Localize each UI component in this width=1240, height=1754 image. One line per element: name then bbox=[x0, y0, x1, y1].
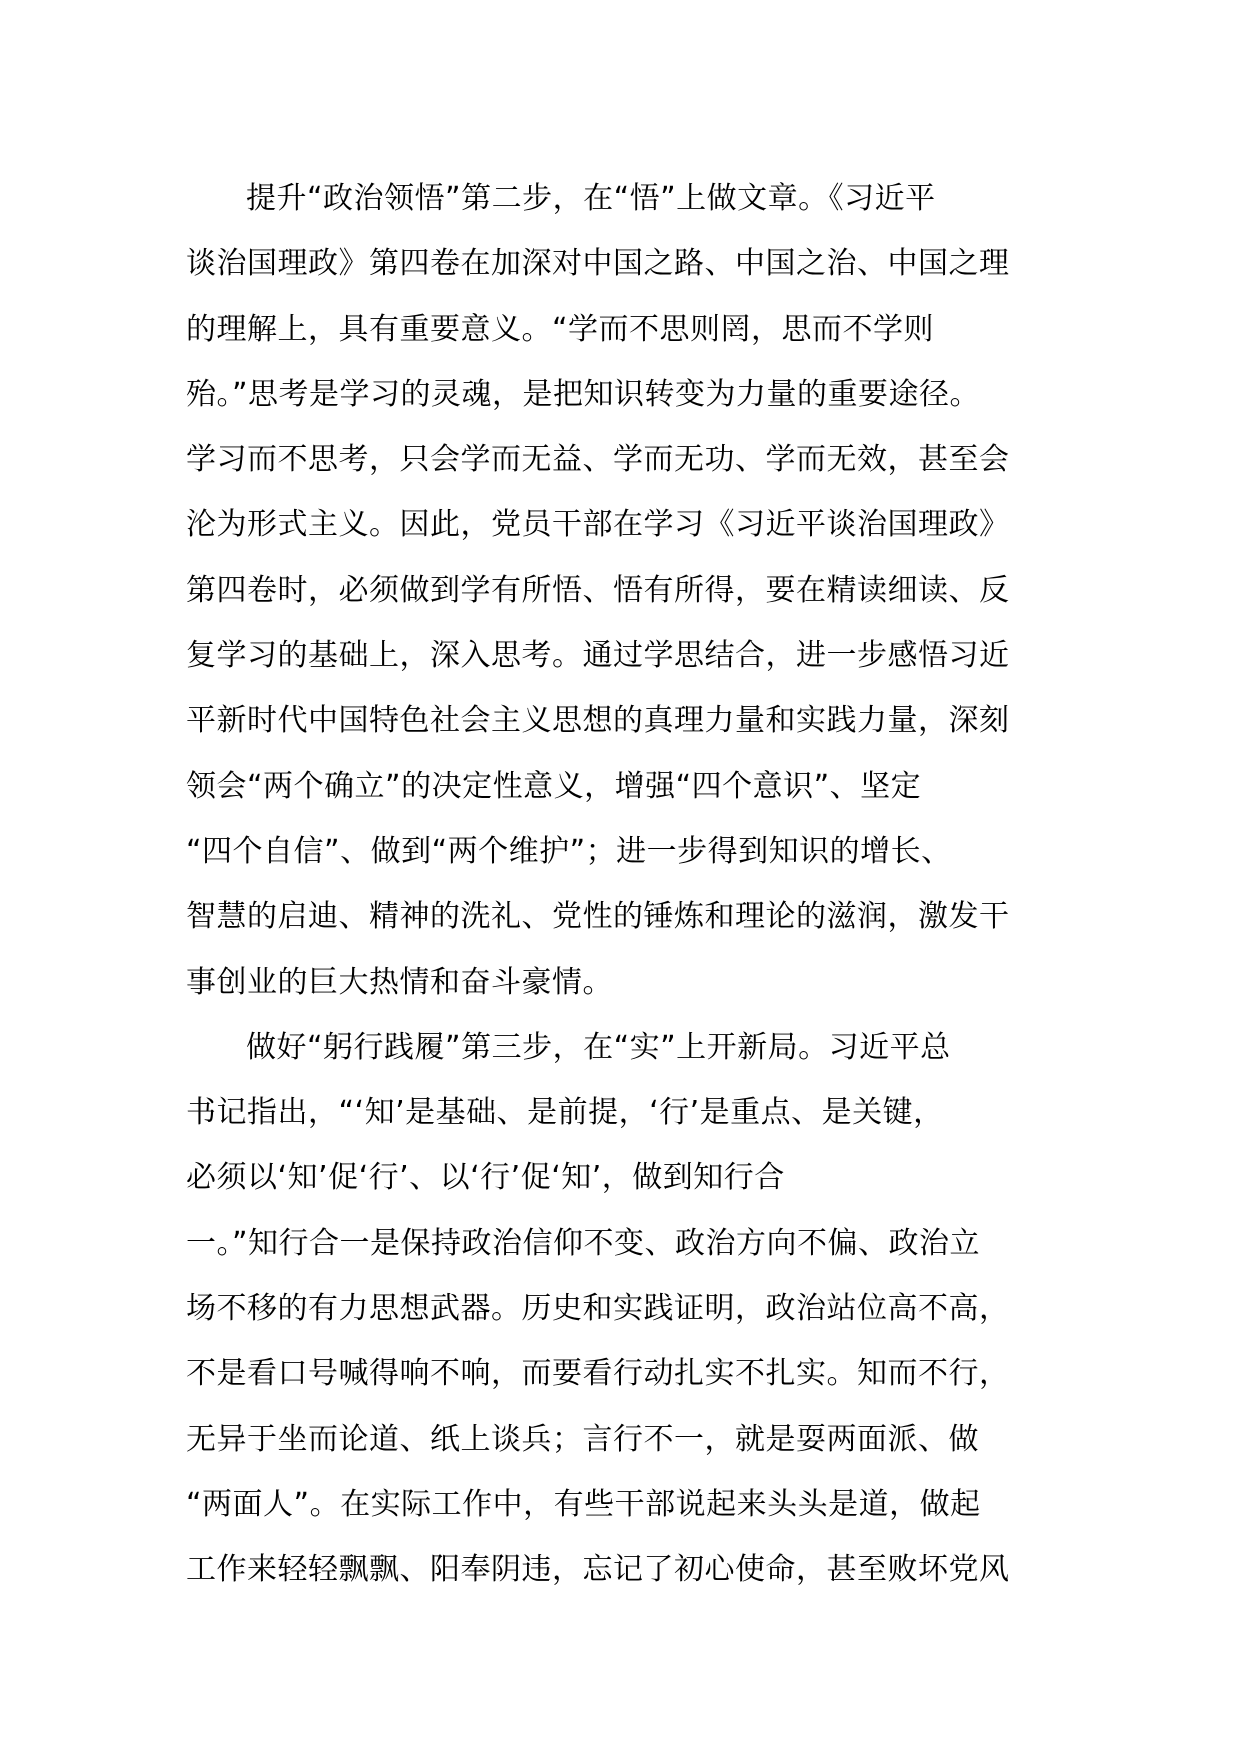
text-line: 复学习的基础上，深入思考。通过学思结合，进一步感悟习近 bbox=[186, 638, 1010, 674]
text-line: 殆。”思考是学习的灵魂，是把知识转变为力量的重要途径。 bbox=[186, 376, 981, 412]
text-line: 事创业的巨大热情和奋斗豪情。 bbox=[186, 964, 613, 1000]
text-line: 谈治国理政》第四卷在加深对中国之路、中国之治、中国之理 bbox=[186, 246, 1010, 282]
text-line: 沦为形式主义。因此，党员干部在学习《习近平谈治国理政》 bbox=[186, 507, 1010, 543]
document-body bbox=[186, 166, 1086, 1603]
text-line: 提升“政治领悟”第二步，在“悟”上做文章。《习近平 bbox=[246, 181, 936, 216]
paragraph-practice bbox=[186, 1015, 1086, 1603]
text-line: 智慧的启迪、精神的洗礼、党性的锤炼和理论的滋润，激发干 bbox=[186, 899, 1010, 935]
text-line: 场不移的有力思想武器。历史和实践证明，政治站位高不高， bbox=[186, 1291, 1010, 1327]
text-line: 工作来轻轻飘飘、阳奉阴违，忘记了初心使命，甚至败坏党风 bbox=[186, 1552, 1010, 1588]
text-line: 一。”知行合一是保持政治信仰不变、政治方向不偏、政治立 bbox=[186, 1225, 981, 1261]
text-line: 平新时代中国特色社会主义思想的真理力量和实践力量，深刻 bbox=[186, 703, 1010, 739]
paragraph-political-insight bbox=[186, 166, 1086, 1015]
text-line: 做好“躬行践履”第三步，在“实”上开新局。习近平总 bbox=[246, 1029, 951, 1065]
text-line: 无异于坐而论道、纸上谈兵；言行不一，就是耍两面派、做 bbox=[186, 1421, 979, 1457]
text-line: “四个自信”、做到“两个维护”；进一步得到知识的增长、 bbox=[186, 833, 952, 869]
text-line: 书记指出，“‘知’是基础、是前提，‘行’是重点、是关键， bbox=[186, 1095, 944, 1131]
text-line: “两面人”。在实际工作中，有些干部说起来头头是道，做起 bbox=[186, 1486, 981, 1522]
text-line: 必须以‘知’促‘行’、以‘行’促‘知’，做到知行合 bbox=[186, 1160, 785, 1196]
text-line: 第四卷时，必须做到学有所悟、悟有所得，要在精读细读、反 bbox=[186, 572, 1010, 608]
text-line: 不是看口号喊得响不响，而要看行动扎实不扎实。知而不行， bbox=[186, 1356, 1010, 1392]
text-line: 领会“两个确立”的决定性意义，增强“四个意识”、坚定 bbox=[186, 768, 922, 804]
text-line: 学习而不思考，只会学而无益、学而无功、学而无效，甚至会 bbox=[186, 442, 1010, 478]
text-line: 的理解上，具有重要意义。“学而不思则罔，思而不学则 bbox=[186, 311, 935, 347]
